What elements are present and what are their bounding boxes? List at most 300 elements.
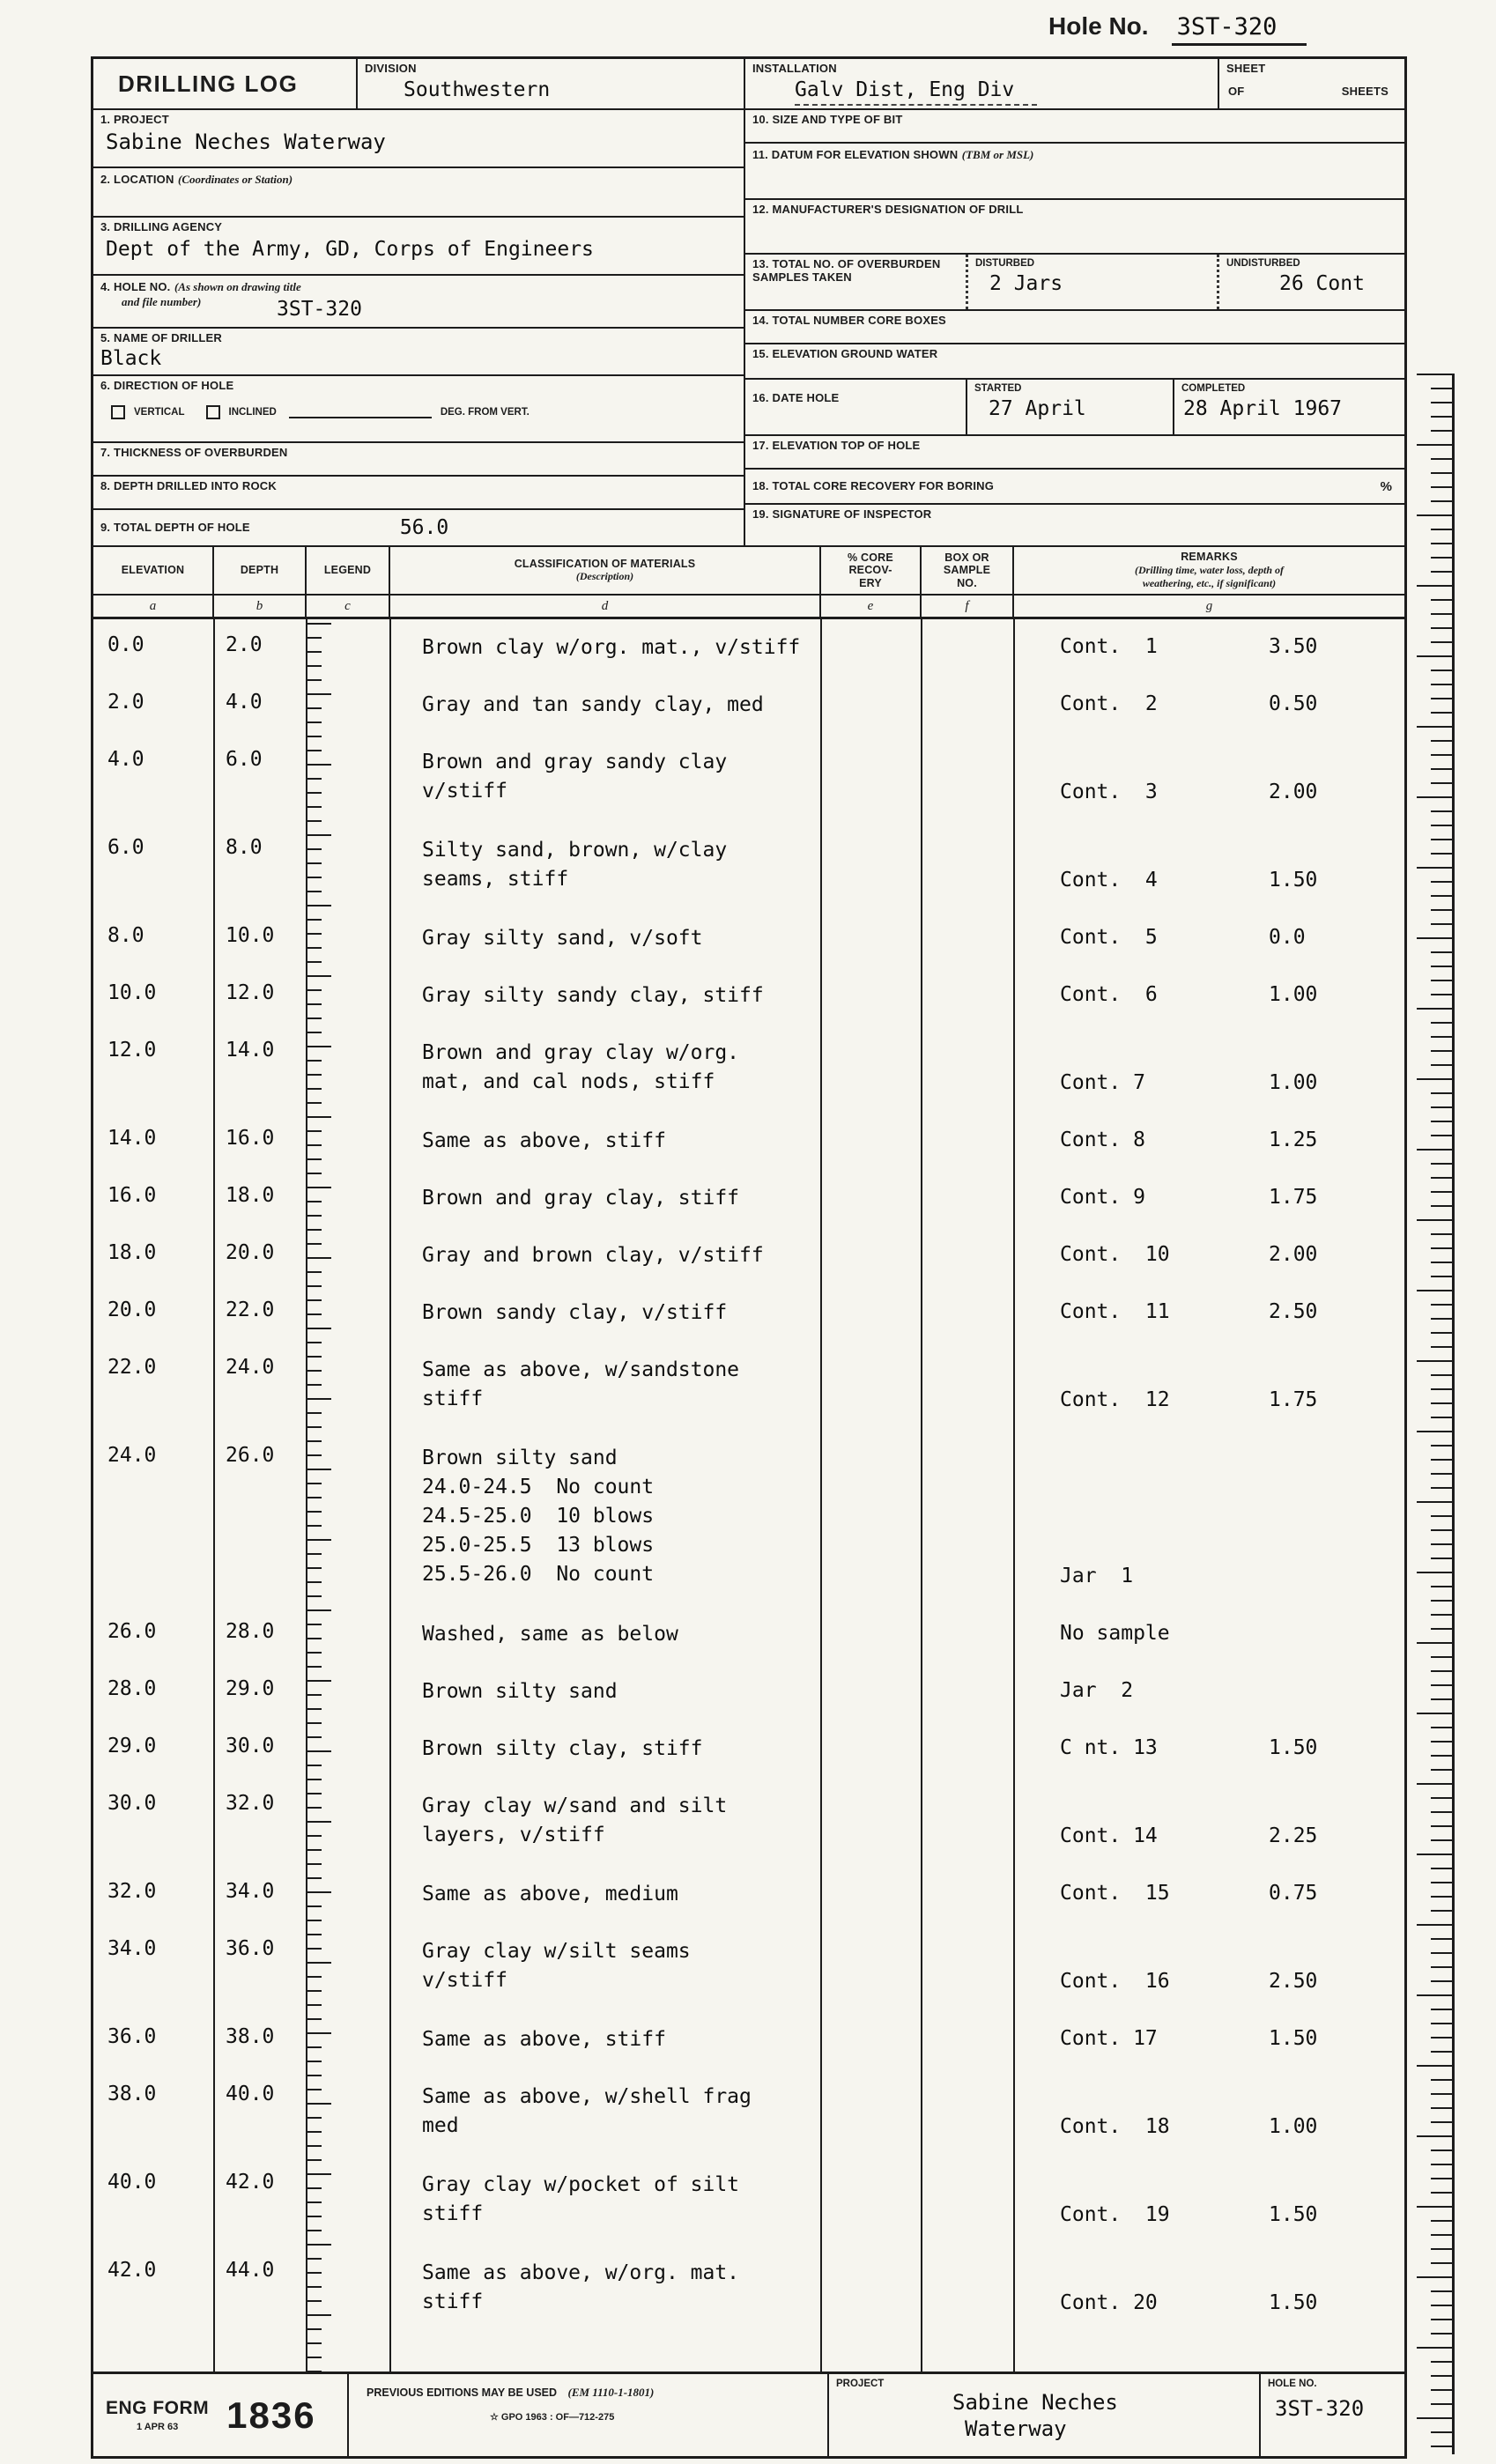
overburden-thickness-label: 7. THICKNESS OF OVERBURDEN xyxy=(100,446,288,459)
total-depth-field xyxy=(93,510,744,545)
depth-value: 4.0 xyxy=(226,691,263,714)
material-description: Brown silty sand xyxy=(422,1680,618,1703)
drilling-time: 0.50 xyxy=(1269,692,1318,715)
depth-value: 30.0 xyxy=(226,1735,275,1757)
remarks-cell xyxy=(1014,1663,1404,1720)
elevation-value: 22.0 xyxy=(107,1356,157,1379)
elevation-top-field xyxy=(745,436,1404,470)
sample-label: Cont. 1 xyxy=(1060,635,1158,658)
log-row xyxy=(93,1113,1404,1170)
sample-label: Cont. 16 xyxy=(1060,1970,1170,1993)
overburden-samples-label1: 13. TOTAL NO. OF OVERBURDEN xyxy=(752,257,941,270)
inclined-label: INCLINED xyxy=(228,406,277,418)
elevation-value: 10.0 xyxy=(107,981,157,1004)
division-label: DIVISION xyxy=(365,62,417,75)
sheet-label: SHEET xyxy=(1226,62,1266,75)
box-sample-cell xyxy=(922,2011,1014,2068)
drilling-time: 2.50 xyxy=(1269,1300,1318,1323)
elevation-value: 6.0 xyxy=(107,836,144,859)
sample-label: Cont. 18 xyxy=(1060,2115,1170,2138)
log-row xyxy=(93,734,1404,822)
column-letter-c: c xyxy=(307,594,390,617)
column-header-depth xyxy=(214,547,307,594)
column-divider xyxy=(213,619,215,2372)
sample-label: Cont. 6 xyxy=(1060,983,1158,1006)
date-completed-value: 28 April 1967 xyxy=(1183,397,1343,420)
log-row xyxy=(93,1227,1404,1284)
driller-label: 5. NAME OF DRILLER xyxy=(100,331,222,344)
sheet-of-label: OF xyxy=(1228,84,1245,98)
material-description: Gray silty sandy clay, stiff xyxy=(422,984,764,1007)
log-row xyxy=(93,619,1404,677)
depth-value: 29.0 xyxy=(226,1677,275,1700)
footer-project-label: PROJECT xyxy=(836,2379,885,2389)
sample-label: Cont. 2 xyxy=(1060,692,1158,715)
overburden-samples-label2: SAMPLES TAKEN xyxy=(752,270,852,284)
drill-designation-field xyxy=(745,200,1404,255)
core-recovery-cell xyxy=(821,619,922,677)
core-recovery-cell xyxy=(821,677,922,734)
box-sample-cell xyxy=(922,1025,1014,1113)
depth-value: 26.0 xyxy=(226,1444,275,1467)
drilling-time: 1.25 xyxy=(1269,1128,1318,1151)
classification-header-sublabel: (Description) xyxy=(575,570,634,583)
material-description: Gray silty sand, v/soft xyxy=(422,927,703,950)
sample-label: Cont. 11 xyxy=(1060,1300,1170,1323)
remarks-cell xyxy=(1014,1227,1404,1284)
datum-sublabel: (TBM or MSL) xyxy=(961,148,1034,161)
log-row xyxy=(93,677,1404,734)
box-sample-cell xyxy=(922,1113,1014,1170)
sample-label: Cont. 14 xyxy=(1060,1824,1158,1847)
project-value: Sabine Neches Waterway xyxy=(106,129,386,154)
material-description: Same as above, stiff xyxy=(422,2028,666,2051)
material-description: Same as above, w/sandstone stiff xyxy=(422,1358,740,1410)
total-depth-label: 9. TOTAL DEPTH OF HOLE xyxy=(100,520,250,534)
sample-label: Cont. 7 xyxy=(1060,1071,1145,1094)
previous-editions-note xyxy=(349,2374,829,2456)
hole-no-label: Hole No. xyxy=(1048,12,1149,40)
core-recovery-cell xyxy=(821,2068,922,2157)
depth-value: 22.0 xyxy=(226,1299,275,1321)
remarks-cell xyxy=(1014,1342,1404,1430)
box-sample-cell xyxy=(922,677,1014,734)
ruler-major-ticks xyxy=(1417,374,1452,2454)
ground-water-label: 15. ELEVATION GROUND WATER xyxy=(752,347,938,360)
drilling-time: 1.50 xyxy=(1269,2291,1318,2314)
depth-value: 2.0 xyxy=(226,633,263,656)
core-recovery-field xyxy=(745,470,1404,505)
material-description: Gray and tan sandy clay, med xyxy=(422,693,764,716)
date-hole-field xyxy=(745,380,966,434)
elevation-value: 24.0 xyxy=(107,1444,157,1467)
hole-no-field-sublabel: (As shown on drawing title xyxy=(174,280,301,293)
box-sample-cell xyxy=(922,1284,1014,1342)
date-started-label: STARTED xyxy=(974,383,1022,394)
date-completed-field xyxy=(1173,380,1404,434)
sample-label: Cont. 4 xyxy=(1060,869,1158,892)
core-recovery-cell xyxy=(821,734,922,822)
log-rows xyxy=(93,619,1404,2333)
elevation-value: 12.0 xyxy=(107,1039,157,1062)
rock-depth-field xyxy=(93,477,744,510)
material-description: Brown silty clay, stiff xyxy=(422,1737,703,1760)
box-sample-cell xyxy=(922,910,1014,967)
remarks-header-label: REMARKS xyxy=(1181,551,1238,564)
header-right-column xyxy=(745,59,1404,545)
core-recovery-cell xyxy=(821,1720,922,1778)
material-description: Gray and brown clay, v/stiff xyxy=(422,1244,764,1267)
log-row xyxy=(93,1663,1404,1720)
bit-label: 10. SIZE AND TYPE OF BIT xyxy=(752,113,903,126)
drilling-time: 2.25 xyxy=(1269,1824,1318,1847)
log-row xyxy=(93,2245,1404,2333)
log-row xyxy=(93,1606,1404,1663)
depth-value: 12.0 xyxy=(226,981,275,1004)
core-recovery-cell xyxy=(821,1866,922,1923)
depth-value: 20.0 xyxy=(226,1241,275,1264)
sample-label: Cont. 8 xyxy=(1060,1128,1145,1151)
remarks-cell xyxy=(1014,2068,1404,2157)
form-number-block xyxy=(93,2374,349,2456)
remarks-cell xyxy=(1014,677,1404,734)
box-sample-cell xyxy=(922,734,1014,822)
column-letter-f: f xyxy=(922,594,1014,617)
elevation-value: 2.0 xyxy=(107,691,144,714)
legend-header-label: LEGEND xyxy=(323,564,372,577)
drilling-time: 1.50 xyxy=(1269,2203,1318,2226)
remarks-cell xyxy=(1014,734,1404,822)
sample-label: Cont. 9 xyxy=(1060,1186,1145,1209)
box-header-line3: NO. xyxy=(957,576,977,589)
drilling-time: 1.00 xyxy=(1269,983,1318,1006)
disturbed-label: DISTURBED xyxy=(975,258,1035,269)
form-date-label: 1 APR 63 xyxy=(136,2422,179,2432)
sample-label: C nt. 13 xyxy=(1060,1736,1158,1759)
overburden-samples-row xyxy=(745,255,1404,311)
hole-no-field-value: 3ST-320 xyxy=(277,298,362,321)
drilling-time: 1.00 xyxy=(1269,2115,1318,2138)
drill-designation-label: 12. MANUFACTURER'S DESIGNATION OF DRILL xyxy=(752,203,1024,216)
depth-value: 14.0 xyxy=(226,1039,275,1062)
classification-header-label: CLASSIFICATION OF MATERIALS xyxy=(514,557,696,570)
log-row xyxy=(93,1923,1404,2011)
column-letter-a: a xyxy=(93,594,214,617)
box-sample-cell xyxy=(922,1170,1014,1227)
depth-value: 40.0 xyxy=(226,2083,275,2105)
material-description: Same as above, w/org. mat. stiff xyxy=(422,2261,740,2313)
sample-label: Cont. 12 xyxy=(1060,1388,1170,1411)
core-boxes-field xyxy=(745,311,1404,344)
drilling-agency-label: 3. DRILLING AGENCY xyxy=(100,220,223,233)
form-number: 1836 xyxy=(226,2394,316,2436)
elevation-value: 40.0 xyxy=(107,2171,157,2194)
core-recovery-cell xyxy=(821,1778,922,1866)
sample-label: Cont. 15 xyxy=(1060,1882,1170,1905)
box-sample-cell xyxy=(922,1720,1014,1778)
column-header-classification xyxy=(390,547,821,594)
box-sample-cell xyxy=(922,1866,1014,1923)
log-row xyxy=(93,910,1404,967)
ruler-line xyxy=(1452,374,1455,2454)
core-recovery-cell xyxy=(821,967,922,1025)
box-header-line2: SAMPLE xyxy=(943,564,991,577)
elevation-value: 4.0 xyxy=(107,748,144,771)
installation-field xyxy=(745,59,1219,108)
form-footer xyxy=(93,2374,1404,2456)
driller-field xyxy=(93,329,744,376)
date-hole-label: 16. DATE HOLE xyxy=(752,391,840,404)
hole-no-field xyxy=(93,276,744,329)
elevation-value: 16.0 xyxy=(107,1184,157,1207)
remarks-cell xyxy=(1014,1606,1404,1663)
core-recovery-cell xyxy=(821,1025,922,1113)
elevation-value: 20.0 xyxy=(107,1299,157,1321)
footer-project-field xyxy=(829,2374,1261,2456)
material-description: Washed, same as below xyxy=(422,1623,678,1646)
material-description: Brown and gray sandy clay v/stiff xyxy=(422,751,728,803)
material-description: Silty sand, brown, w/clay seams, stiff xyxy=(422,839,728,891)
drilling-time: 1.00 xyxy=(1269,1071,1318,1094)
depth-value: 42.0 xyxy=(226,2171,275,2194)
drilling-agency-value: Dept of the Army, GD, Corps of Engineers xyxy=(106,237,594,261)
column-divider xyxy=(820,619,822,2372)
sheet-field xyxy=(1219,59,1404,108)
material-description: Gray clay w/silt seams v/stiff xyxy=(422,1940,691,1992)
remarks-header-sublabel2: weathering, etc., if significant) xyxy=(1142,576,1277,589)
column-header-elevation xyxy=(93,547,214,594)
direction-field xyxy=(93,376,744,443)
drilling-time: 1.75 xyxy=(1269,1186,1318,1209)
vertical-label: VERTICAL xyxy=(134,406,185,418)
location-label: 2. LOCATION xyxy=(100,173,174,186)
sample-label: Cont. 19 xyxy=(1060,2203,1170,2226)
box-sample-cell xyxy=(922,619,1014,677)
footer-hole-value: 3ST-320 xyxy=(1275,2396,1365,2421)
em-reference: (EM 1110-1-1801) xyxy=(567,2386,655,2399)
log-row xyxy=(93,1170,1404,1227)
log-row xyxy=(93,1430,1404,1606)
inspector-field xyxy=(745,505,1404,545)
material-description: Gray clay w/sand and silt layers, v/stiff xyxy=(422,1794,728,1846)
division-field xyxy=(358,59,744,108)
box-sample-cell xyxy=(922,1342,1014,1430)
installation-sheet-row xyxy=(745,59,1404,110)
box-sample-cell xyxy=(922,1923,1014,2011)
location-sublabel: (Coordinates or Station) xyxy=(178,173,293,186)
depth-value: 28.0 xyxy=(226,1620,275,1643)
project-field xyxy=(93,110,744,168)
depth-header-label: DEPTH xyxy=(240,564,279,577)
date-started-value: 27 April xyxy=(989,397,1086,420)
drilling-log-form xyxy=(91,56,1407,2459)
log-row xyxy=(93,1025,1404,1113)
date-completed-label: COMPLETED xyxy=(1181,383,1246,394)
disturbed-field xyxy=(966,255,1217,309)
sample-label: Cont. 3 xyxy=(1060,781,1158,803)
elevation-value: 14.0 xyxy=(107,1127,157,1150)
drilling-time: 2.00 xyxy=(1269,1243,1318,1266)
box-sample-cell xyxy=(922,1663,1014,1720)
log-row xyxy=(93,1778,1404,1866)
log-row xyxy=(93,2011,1404,2068)
hole-no-banner xyxy=(1048,12,1307,46)
sample-label: Cont. 20 xyxy=(1060,2291,1158,2314)
elevation-value: 32.0 xyxy=(107,1880,157,1903)
elevation-value: 38.0 xyxy=(107,2083,157,2105)
core-header-line2: RECOV- xyxy=(848,564,892,577)
title-division-row xyxy=(93,59,744,110)
elevation-value: 0.0 xyxy=(107,633,144,656)
date-hole-row xyxy=(745,380,1404,436)
footer-project-value xyxy=(952,2389,1252,2442)
log-row xyxy=(93,1866,1404,1923)
drilling-agency-field xyxy=(93,218,744,276)
elevation-value: 34.0 xyxy=(107,1937,157,1960)
core-recovery-cell xyxy=(821,822,922,910)
inclined-checkbox xyxy=(206,405,220,419)
drilling-time: 3.50 xyxy=(1269,635,1318,658)
core-recovery-cell xyxy=(821,2157,922,2245)
depth-value: 36.0 xyxy=(226,1937,275,1960)
sheets-label: SHEETS xyxy=(1341,84,1389,98)
log-row xyxy=(93,1342,1404,1430)
elevation-value: 36.0 xyxy=(107,2025,157,2048)
box-sample-cell xyxy=(922,1778,1014,1866)
bit-field xyxy=(745,110,1404,144)
vertical-checkbox xyxy=(111,405,125,419)
overburden-samples-field xyxy=(745,255,966,309)
installation-value: Galv Dist, Eng Div xyxy=(795,77,1037,106)
table-body xyxy=(93,619,1404,2374)
degrees-blank-line xyxy=(289,406,432,418)
remarks-cell xyxy=(1014,822,1404,910)
division-value: Southwestern xyxy=(404,78,551,101)
remarks-cell xyxy=(1014,2157,1404,2245)
drilling-time: 0.0 xyxy=(1269,926,1306,949)
box-sample-cell xyxy=(922,1430,1014,1606)
core-recovery-cell xyxy=(821,1342,922,1430)
total-depth-value: 56.0 xyxy=(399,516,449,539)
legend-ruler-major-ticks xyxy=(307,623,331,2372)
elevation-top-label: 17. ELEVATION TOP OF HOLE xyxy=(752,439,921,452)
depth-value: 10.0 xyxy=(226,924,275,947)
sample-label: Jar 2 xyxy=(1060,1679,1134,1702)
elevation-value: 18.0 xyxy=(107,1241,157,1264)
column-letter-e: e xyxy=(821,594,922,617)
log-row xyxy=(93,2068,1404,2157)
material-description: Gray clay w/pocket of silt stiff xyxy=(422,2173,740,2225)
material-description: Brown clay w/org. mat., v/stiff xyxy=(422,636,801,659)
disturbed-value: 2 Jars xyxy=(989,272,1063,295)
table-header xyxy=(93,545,1404,619)
core-recovery-cell xyxy=(821,1170,922,1227)
drilling-time: 1.50 xyxy=(1269,869,1318,892)
sample-label: Jar 1 xyxy=(1060,1565,1134,1587)
driller-value: Black xyxy=(100,346,162,370)
direction-options xyxy=(111,405,737,419)
log-row xyxy=(93,967,1404,1025)
elevation-value: 30.0 xyxy=(107,1792,157,1815)
material-description: Same as above, w/shell frag med xyxy=(422,2085,752,2137)
drilling-time: 2.50 xyxy=(1269,1970,1318,1993)
column-letter-d: d xyxy=(390,594,821,617)
core-recovery-cell xyxy=(821,1606,922,1663)
elevation-value: 42.0 xyxy=(107,2259,157,2282)
material-description: Same as above, stiff xyxy=(422,1129,666,1152)
box-sample-cell xyxy=(922,2245,1014,2333)
remarks-cell xyxy=(1014,967,1404,1025)
depth-value: 18.0 xyxy=(226,1184,275,1207)
box-sample-cell xyxy=(922,967,1014,1025)
sample-label: Cont. 5 xyxy=(1060,926,1158,949)
core-recovery-cell xyxy=(821,2245,922,2333)
drilling-time: 1.75 xyxy=(1269,1388,1318,1411)
material-description: Brown and gray clay w/org. mat, and cal nods, stiff xyxy=(422,1041,740,1093)
project-label: 1. PROJECT xyxy=(100,113,169,126)
installation-label: INSTALLATION xyxy=(752,62,837,75)
remarks-cell xyxy=(1014,2011,1404,2068)
box-sample-cell xyxy=(922,1227,1014,1284)
column-header-legend xyxy=(307,547,390,594)
material-description: Same as above, medium xyxy=(422,1883,678,1905)
log-row xyxy=(93,2157,1404,2245)
box-header-line1: BOX OR xyxy=(944,551,989,564)
drilling-time: 1.50 xyxy=(1269,1736,1318,1759)
hole-no-value: 3ST-320 xyxy=(1172,13,1307,46)
hole-no-field-label: 4. HOLE NO. xyxy=(100,280,171,293)
elevation-value: 29.0 xyxy=(107,1735,157,1757)
remarks-cell xyxy=(1014,619,1404,677)
depth-value: 44.0 xyxy=(226,2259,275,2282)
undisturbed-field xyxy=(1217,255,1404,309)
remarks-cell xyxy=(1014,1720,1404,1778)
column-letter-b: b xyxy=(214,594,307,617)
direction-label: 6. DIRECTION OF HOLE xyxy=(100,379,234,392)
remarks-cell xyxy=(1014,1430,1404,1606)
core-recovery-cell xyxy=(821,2011,922,2068)
box-sample-cell xyxy=(922,2157,1014,2245)
column-divider xyxy=(921,619,922,2372)
core-recovery-cell xyxy=(821,1923,922,2011)
core-header-line1: % CORE xyxy=(848,551,893,564)
column-header-core-recovery xyxy=(821,547,922,594)
material-description: Brown silty sand 24.0-24.5 No count 24.5-25.0 10 blows 25.0-25.5 13 blows 25.5-26.0 No count xyxy=(422,1447,655,1586)
depth-value: 34.0 xyxy=(226,1880,275,1903)
core-recovery-cell xyxy=(821,1227,922,1284)
footer-project-line2: Waterway xyxy=(965,2416,1067,2441)
elevation-value: 26.0 xyxy=(107,1620,157,1643)
elevation-value: 28.0 xyxy=(107,1677,157,1700)
log-row xyxy=(93,1720,1404,1778)
overburden-thickness-field xyxy=(93,443,744,477)
remarks-cell xyxy=(1014,1113,1404,1170)
percent-sign: % xyxy=(1380,478,1392,494)
log-row xyxy=(93,1284,1404,1342)
rock-depth-label: 8. DEPTH DRILLED INTO ROCK xyxy=(100,479,277,492)
material-description: Brown sandy clay, v/stiff xyxy=(422,1301,728,1324)
core-recovery-cell xyxy=(821,1663,922,1720)
drilling-time: 0.75 xyxy=(1269,1882,1318,1905)
log-row xyxy=(93,822,1404,910)
footer-hole-label: HOLE NO. xyxy=(1268,2379,1317,2389)
depth-value: 16.0 xyxy=(226,1127,275,1150)
remarks-cell xyxy=(1014,1170,1404,1227)
remarks-cell xyxy=(1014,1025,1404,1113)
undisturbed-label: UNDISTURBED xyxy=(1226,258,1300,269)
drilling-time: 2.00 xyxy=(1269,781,1318,803)
remarks-cell xyxy=(1014,1866,1404,1923)
